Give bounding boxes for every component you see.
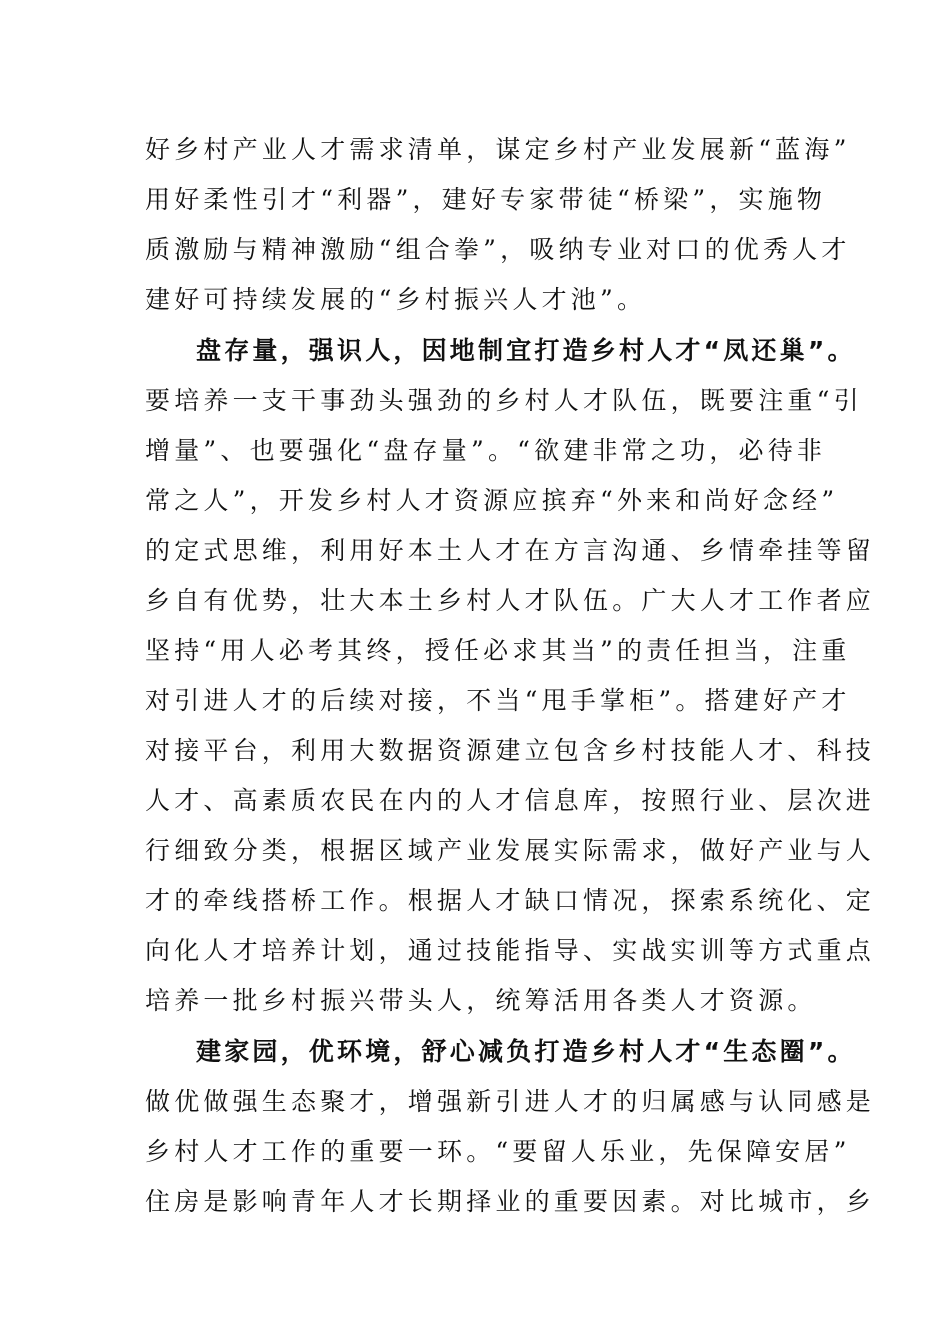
section-heading: 盘存量，强识人，因地制宜打造乡村人才“凤还巢”。 (196, 336, 856, 365)
body-text-line: 建好可持续发展的“乡村振兴人才池”。 (145, 285, 647, 314)
body-text-line: 做优做强生态聚才，增强新引进人才的归属感与认同感是 (145, 1087, 876, 1116)
body-text-line: 好乡村产业人才需求清单，谋定乡村产业发展新“蓝海” (145, 135, 851, 164)
body-text-line: 行细致分类，根据区域产业发展实际需求，做好产业与人 (145, 836, 876, 865)
body-text-line: 人才、高素质农民在内的人才信息库，按照行业、层次进 (145, 786, 876, 815)
body-text-line: 坚持“用人必考其终，授任必求其当”的责任担当，注重 (145, 636, 851, 665)
body-text-line: 对引进人才的后续对接，不当“甩手掌柜”。搭建好产才 (145, 686, 851, 715)
body-text-line: 增量”、也要强化“盘存量”。“欲建非常之功，必待非 (145, 436, 827, 465)
body-text-line: 向化人才培养计划，通过技能指导、实战实训等方式重点 (145, 936, 876, 965)
body-text-line: 要培养一支干事劲头强劲的乡村人才队伍，既要注重“引 (145, 386, 863, 415)
body-text-line: 才的牵线搭桥工作。根据人才缺口情况，探索系统化、定 (145, 886, 876, 915)
body-text-line: 用好柔性引才“利器”，建好专家带徒“桥梁”，实施物 (145, 185, 827, 214)
body-text-line: 住房是影响青年人才长期择业的重要因素。对比城市，乡 (145, 1187, 876, 1216)
section-heading: 建家园，优环境，舒心减负打造乡村人才“生态圈”。 (196, 1037, 856, 1066)
body-text-line: 对接平台，利用大数据资源建立包含乡村技能人才、科技 (145, 736, 876, 765)
body-text-line: 质激励与精神激励“组合拳”，吸纳专业对口的优秀人才 (145, 235, 851, 264)
body-text-line: 的定式思维，利用好本土人才在方言沟通、乡情牵挂等留 (145, 536, 876, 565)
body-text-line: 培养一批乡村振兴带头人，统筹活用各类人才资源。 (145, 986, 817, 1015)
body-text-line: 乡自有优势，壮大本土乡村人才队伍。广大人才工作者应 (145, 586, 876, 615)
body-text-line: 常之人”，开发乡村人才资源应摈弃“外来和尚好念经” (145, 486, 839, 515)
body-text-line: 乡村人才工作的重要一环。“要留人乐业，先保障安居” (145, 1137, 851, 1166)
